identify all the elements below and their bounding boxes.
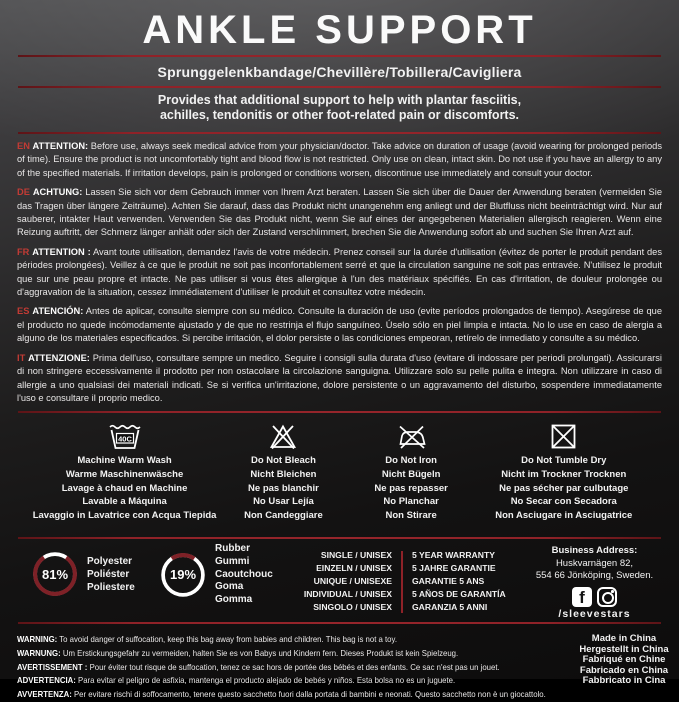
bottom-section xyxy=(0,624,679,702)
pack-size-column xyxy=(296,549,392,613)
material-name: Polyester xyxy=(87,555,133,567)
care-line: Lavage à chaud en Machine xyxy=(61,482,188,494)
attention-label-en: ATTENTION: xyxy=(32,141,89,151)
care-line: Do Not Tumble Dry xyxy=(521,455,607,467)
material-name: Poliéster xyxy=(87,568,130,580)
attention-paragraph-fr xyxy=(17,246,662,300)
language-code-it: IT xyxy=(17,352,26,363)
rubber-percent-donut xyxy=(158,550,208,600)
care-line: Nicht Bügeln xyxy=(381,468,441,480)
bag-warning-label: AVVERTENZA: xyxy=(17,689,72,700)
care-line: Ne pas blanchir xyxy=(248,482,319,494)
bag-warning-label: WARNUNG: xyxy=(17,648,61,659)
polyester-percent-label: 81% xyxy=(41,566,69,582)
bag-warning-de xyxy=(17,647,538,661)
material-rubber xyxy=(158,543,296,606)
care-line: Lavaggio in Lavatrice con Acqua Tiepida xyxy=(32,509,217,521)
material-name: Rubber xyxy=(215,543,250,555)
attention-paragraph-it xyxy=(17,352,662,406)
page-title: ANKLE SUPPORT xyxy=(142,8,537,52)
care-line: Machine Warm Wash xyxy=(77,455,172,467)
bag-warning-en xyxy=(17,633,538,647)
do-not-iron-icon xyxy=(396,421,427,451)
origin-line: Fabricado en China xyxy=(579,664,669,676)
attention-label-fr: ATTENTION : xyxy=(32,246,91,257)
attention-label-es: ATENCIÓN: xyxy=(32,306,84,317)
wash-temp-label: 40C xyxy=(117,434,132,444)
vertical-divider xyxy=(401,551,403,613)
care-line: Nicht Bleichen xyxy=(250,468,317,480)
warranty-column xyxy=(412,549,520,613)
material-name: Gomma xyxy=(215,593,253,605)
attention-label-de: ACHTUNG: xyxy=(32,187,83,198)
origin-line: Hergestellt in China xyxy=(579,643,669,655)
pack-line: EINZELN / UNISEX xyxy=(316,563,392,574)
pack-line: SINGLE / UNISEX xyxy=(320,550,392,561)
care-line: Non Candeggiare xyxy=(244,509,323,521)
business-address-label: Business Address: xyxy=(551,545,638,557)
bag-warning-text: Per evitare rischi di soffocamento, tenere questo sacchetto fuori dalla portata di bambini e neonati. Questo sacchetto non è un giocattolo. xyxy=(73,689,546,700)
bag-warning-label: ADVERTENCIA: xyxy=(17,675,76,686)
warranty-line: 5 JAHRE GARANTIE xyxy=(412,563,496,574)
bag-warning-label: WARNING: xyxy=(17,634,58,645)
bag-warning-text: Para evitar el peligro de asfixia, mantenga el producto alejado de bebés y niños. Esta bolsa no es un juguete. xyxy=(78,675,456,686)
attention-text-de: Lassen Sie sich vor dem Gebrauch immer von Ihrem Arzt beraten. Lassen Sie sich über die Dauer der Anwendung beraten (vermeiden Sie das Tragen über längere Zeiträume). Achten Sie darauf, dass das Produkt nicht unangenehm eng anliegt und der Blutfluss nicht beeinträchtigt wird. Nur auf sauberer, intakter Haut verwenden. Verwenden Sie das Produkt nicht, wenn Sie auf eines der angegebenen Materialien allergisch reagieren. Wenn eine Reizung auftritt, der Schmerz länger anhält oder sich der Zustand verschlimmert, brechen Sie die Anwendung sofort ab und suchen Sie Ihren Arzt auf. xyxy=(17,187,662,238)
attention-paragraph-es xyxy=(17,305,662,345)
origin-line: Fabriqué en Chine xyxy=(582,654,666,666)
care-line: No Usar Lejía xyxy=(253,496,314,508)
care-line: Non Asciugare in Asciugatrice xyxy=(495,509,633,521)
rubber-percent-label: 19% xyxy=(169,567,197,583)
care-line: Lavable a Máquina xyxy=(82,496,167,508)
attention-text-it: Prima dell'uso, consultare sempre un medico. Seguire i consigli sulla durata d'uso (evitare di indossare per periodi prolungati). Assicurarsi di non stringere eccessivamente il prodotto per non ostacolare la circolazione sanguigna. Utilizzare solo su pelle pulita e integra. Non utilizzare in caso di allergie a uno qualsiasi dei materiali indicati. Se si verifica un'irritazione, dolore persistente o un aggravamento del disturbo, sospendere immediatamente l'uso e consultare il proprio medico. xyxy=(17,352,662,403)
material-name: Poliestere xyxy=(87,581,135,593)
care-column-machine-wash xyxy=(28,421,221,537)
material-name: Gummi xyxy=(215,555,250,567)
language-code-fr: FR xyxy=(17,246,30,257)
subtitle-multilang: Sprunggelenkbandage/Chevillère/Tobillera/Cavigliera xyxy=(157,63,522,80)
care-line: Do Not Iron xyxy=(385,455,437,467)
care-line: Nicht im Trockner Trocknen xyxy=(501,468,627,480)
language-code-es: ES xyxy=(17,306,30,317)
social-icons xyxy=(520,587,669,607)
care-line: No Secar con Secadora xyxy=(510,496,617,508)
origin-line: Fabbricato in Cina xyxy=(582,674,666,686)
care-line: Warme Maschinenwäsche xyxy=(65,468,184,480)
care-line: Ne pas sécher par culbutage xyxy=(499,482,629,494)
do-not-bleach-icon xyxy=(269,421,297,451)
composition-section xyxy=(0,539,679,622)
attention-paragraph-de xyxy=(17,186,662,240)
social-handle: /sleevestars xyxy=(558,607,631,620)
care-column-do-not-bleach xyxy=(221,421,346,537)
warranty-line: 5 YEAR WARRANTY xyxy=(412,550,495,561)
bag-warning-fr xyxy=(17,661,538,675)
care-line: Ne pas repasser xyxy=(374,482,448,494)
warranty-line: GARANTIE 5 ANS xyxy=(412,575,485,586)
origin-block xyxy=(577,633,671,702)
care-instructions-section xyxy=(0,413,679,537)
care-column-do-not-tumble-dry xyxy=(477,421,651,537)
attention-text-fr: Avant toute utilisation, demandez l'avis de votre médecin. Prenez conseil sur la durée d'utilisation (évitez de porter le produit pendant des périodes prolongées). Veillez à ce que le produit ne soit pas inconfortablement serré et que la circulation sanguine ne soit pas entravée. N'utilisez le produit que sur une peau propre et intacte. Ne pas utiliser si vous êtes allergique à l'un des matériaux spécifiés. En cas d'irritation, de douleur prolongée ou d'aggravation de la situation, cessez immédiatement d'utiliser le produit et consultez votre médecin. xyxy=(17,246,662,298)
material-name: Goma xyxy=(215,581,244,593)
pack-line: SINGOLO / UNISEX xyxy=(313,601,392,612)
tagline-line-2: achilles, tendonitis or other foot-related pain or discomforts. xyxy=(159,108,520,122)
language-code-de: DE xyxy=(17,187,30,198)
origin-line: Made in China xyxy=(591,633,657,645)
instagram-lens xyxy=(602,592,614,604)
warranty-line: 5 AÑOS DE GARANTÍA xyxy=(412,588,506,599)
bag-warning-text: Um Erstickungsgefahr zu vermeiden, halten Sie es von Babys und Kindern fern. Dieses Produkt ist kein Spielzeug. xyxy=(62,648,459,659)
rubber-names xyxy=(215,543,273,606)
care-line: Non Stirare xyxy=(385,509,437,521)
attention-text-en: Before use, always seek medical advice from your physician/doctor. Take advice on duration of usage (avoid wearing for prolonged periods of time). Ensure the product is not uncomfortably tight and blood flow is not restricted. Only use on clean, intact skin. Do not use if you have an allergy to any of the specified materials. If irritation develops, pain is prolonged or conditions worsen, discontinue use immediately and consult your doctor. xyxy=(17,141,662,178)
bag-warning-text: Pour éviter tout risque de suffocation, tenez ce sac hors de portée des bébés et des enfants. Ce sac n'est pas un jouet. xyxy=(89,661,500,672)
attention-paragraph-en xyxy=(17,140,662,180)
language-code-en: EN xyxy=(17,141,30,151)
tagline-line-1: Provides that additional support to help with plantar fasciitis, xyxy=(157,93,522,107)
bag-warning-es xyxy=(17,674,538,688)
care-line: No Planchar xyxy=(383,496,439,508)
attention-label-it: ATTENZIONE: xyxy=(28,352,90,363)
polyester-percent-donut xyxy=(30,549,80,599)
care-column-do-not-iron xyxy=(346,421,477,537)
business-address-street: Huskvarnägen 82, xyxy=(555,557,634,569)
material-polyester xyxy=(30,549,158,599)
business-address-line-1 xyxy=(520,545,669,570)
pack-line: UNIQUE / UNISEXE xyxy=(313,575,392,586)
material-name: Caoutchouc xyxy=(215,568,273,580)
do-not-tumble-dry-icon xyxy=(550,421,577,451)
bag-warnings xyxy=(17,633,546,702)
bag-warning-label: AVERTISSEMENT : xyxy=(17,661,88,672)
bag-warning-it xyxy=(17,688,546,702)
business-address-block xyxy=(520,545,669,620)
polyester-names xyxy=(87,555,135,594)
facebook-icon: f xyxy=(572,587,592,607)
care-line: Do Not Bleach xyxy=(250,455,316,467)
pack-line: INDIVIDUAL / UNISEX xyxy=(303,588,392,599)
attention-section xyxy=(0,134,679,405)
business-address-line-2: 554 66 Jönköping, Sweden. xyxy=(535,570,654,582)
attention-text-es: Antes de aplicar, consulte siempre con su médico. Consulte la duración de uso (evite períodos prolongados de tiempo). Asegúrese de que el producto no quede incómodamente ajustado y de que no restrinja el flujo sanguíneo. Úselo sólo en piel limpia e intacta. No lo use en caso de alergia a alguno de los materiales especificados. Si percibe irritación, el dolor persiste o las condiciones empeoran, retírelo de inmediato y consulte a su médico. xyxy=(17,306,662,344)
warranty-line: GARANZIA 5 ANNI xyxy=(412,601,488,612)
instagram-icon xyxy=(597,587,617,607)
instagram-dot xyxy=(611,590,614,593)
tagline xyxy=(0,88,679,132)
machine-wash-40c-icon xyxy=(108,421,142,451)
bag-warning-text: To avoid danger of suffocation, keep this bag away from babies and children. This bag is not a toy. xyxy=(59,634,397,645)
